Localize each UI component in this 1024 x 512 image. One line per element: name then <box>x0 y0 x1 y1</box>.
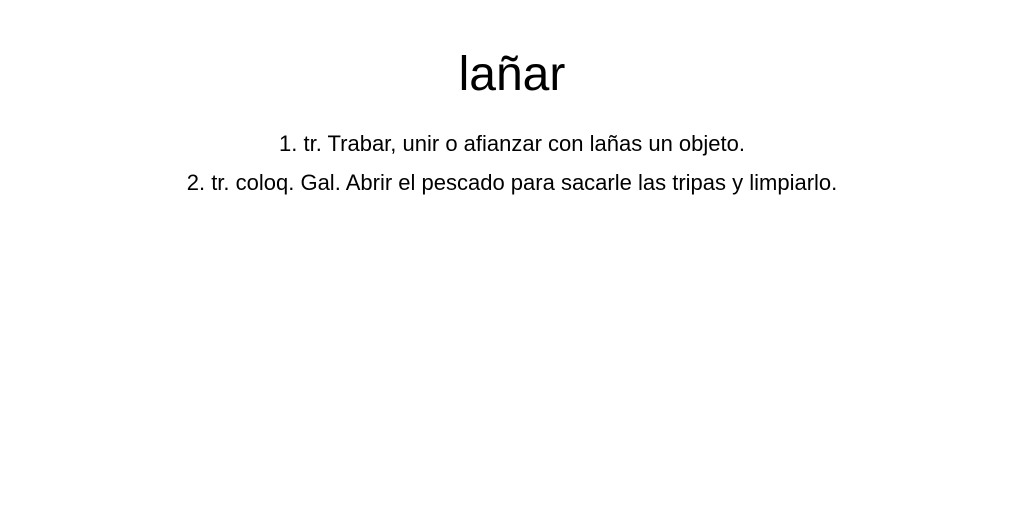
headword-title: lañar <box>458 48 566 101</box>
definition-2: 2. tr. coloq. Gal. Abrir el pescado para sacarle las tripas y limpiarlo. <box>186 170 838 195</box>
definition-1: 1. tr. Trabar, unir o afianzar con lañas un objeto. <box>279 131 745 156</box>
definition-list <box>0 131 1024 209</box>
